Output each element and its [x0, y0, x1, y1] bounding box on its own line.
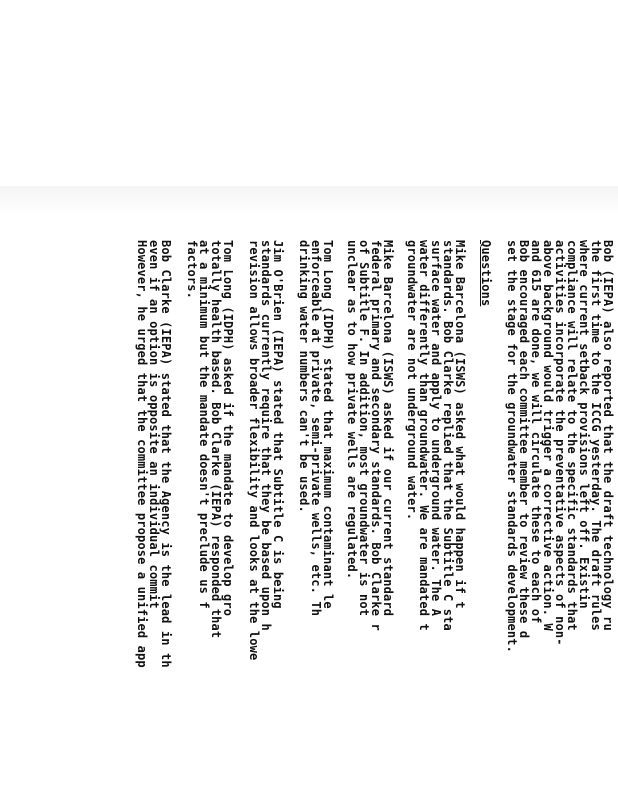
text-line: drinking water numbers can't be used. — [297, 240, 311, 513]
scan-shading — [0, 186, 618, 216]
text-line: above background would trigger a corrective action. W — [541, 240, 555, 631]
text-line: Jim O'Brien (IEPA) stated that Subtitle C is being — [271, 240, 285, 609]
text-line: even if an option is opposite an individual commit — [147, 240, 161, 609]
text-line: Tom Long (IDPH) stated that maximum contaminant le — [321, 240, 335, 609]
text-line: set the stage for the groundwater standards development. — [505, 240, 519, 653]
text-line: and 615 are done, we will circulate these to each of — [529, 240, 543, 624]
text-line: Tom Long (IDPH) asked if the mandate to develop gro — [221, 240, 235, 617]
rotated-text-block — [118, 240, 618, 800]
text-line: standards currently require that they be based upon h — [259, 240, 273, 631]
text-line: groundwater are not underground water. — [405, 240, 419, 521]
text-line: revision allows broader flexibility and looks at the lowe — [247, 240, 261, 661]
text-line: surface water and apply to underground water. The A — [429, 240, 443, 617]
text-line: where current setback provisions left off. Existin — [577, 240, 591, 609]
text-line: Bob (IEPA) also reported that the draft technology ru — [601, 240, 615, 631]
text-line: unclear as to how private wells are regulated. — [345, 240, 359, 580]
questions-heading: Questions — [479, 240, 493, 307]
text-line: Mike Barcelona (ISWS) asked what would happen if t — [453, 240, 467, 609]
text-line: Bob encouraged each committee member to review these d — [517, 240, 531, 639]
text-line: totally health based. Bob Clarke (IEPA) responded that — [209, 240, 223, 639]
text-line: standards. Bob Clarke replied that the Subtitle C sta — [441, 240, 455, 631]
text-line: compliance will relate to the specific standards that — [565, 240, 579, 631]
text-line: of Subtitle F. In addition, most groundwater is not — [357, 240, 371, 617]
text-line: activities incorporate the preventative aspects of non- — [553, 240, 567, 646]
text-line: Bob Clarke (IEPA) stated that the Agency is the lead in th — [159, 240, 173, 668]
text-line: federal primary and secondary standards. Bob Clarke r — [369, 240, 383, 631]
text-line: enforceable at private, semi-private wells, etc. Th — [309, 240, 323, 617]
text-line: factors. — [185, 240, 199, 299]
text-line: However, he urged that the committee propose a unified app — [135, 240, 149, 668]
text-line: Mike Barcelona (ISWS) asked if our current standard — [381, 240, 395, 617]
text-line: water differently than groundwater. We are mandated t — [417, 240, 431, 631]
text-line: the first time to the ICCG yesterday. The draft rules — [589, 240, 603, 631]
text-line: at a minimum but the mandate doesn't preclude us f — [197, 240, 211, 609]
